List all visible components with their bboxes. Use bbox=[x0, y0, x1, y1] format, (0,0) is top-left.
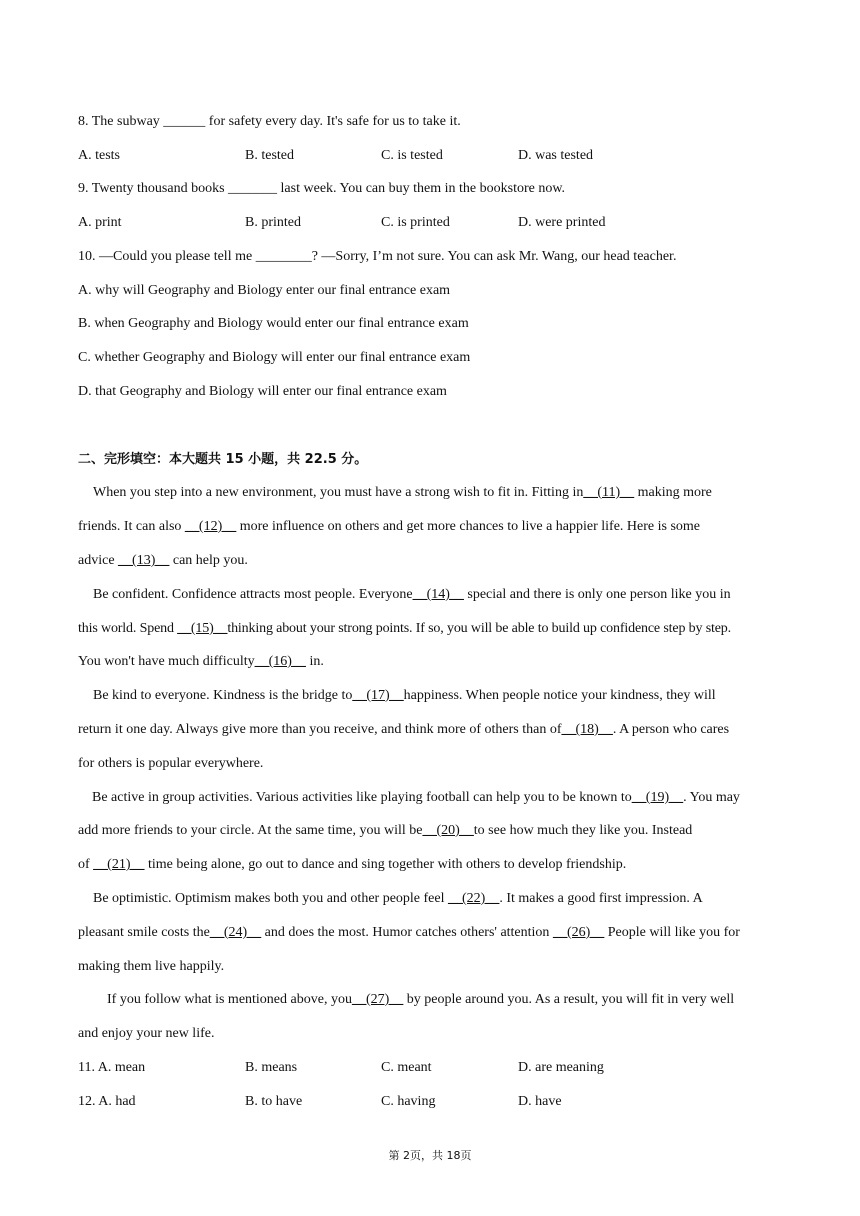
cloze-blank-13: __(13)__ bbox=[118, 553, 170, 568]
cloze-blank-27: __(27)__ bbox=[351, 992, 404, 1007]
option-b: B. when Geography and Biology would enter our final entrance exam bbox=[78, 316, 469, 331]
cloze-blank-12: __(12)__ bbox=[184, 519, 237, 534]
question-12-options bbox=[78, 1092, 778, 1112]
option-b: B. to have bbox=[245, 1094, 303, 1109]
cloze-blank-26: __(26)__ bbox=[552, 925, 605, 940]
answer-blank: ______ bbox=[163, 114, 206, 129]
passage-line: If you follow what is mentioned above, you__(27)__ by people around you. As a result, you will fit in very well bbox=[107, 992, 735, 1007]
option-d: D. were printed bbox=[518, 215, 606, 230]
question-9-options bbox=[78, 213, 778, 233]
answer-blank: ________ bbox=[255, 249, 312, 264]
option-a: 11. A. mean bbox=[78, 1060, 146, 1075]
passage-line: advice __(13)__ can help you. bbox=[78, 553, 248, 568]
cloze-blank-21: __(21)__ bbox=[93, 857, 145, 872]
option-d: D. was tested bbox=[518, 148, 594, 163]
passage-line: for others is popular everywhere. bbox=[78, 756, 264, 771]
question-8-stem: 8. The subway ______ for safety every day. It's safe for us to take it. bbox=[78, 114, 461, 129]
question-9-stem: 9. Twenty thousand books _______ last week. You can buy them in the bookstore now. bbox=[78, 181, 566, 196]
answer-blank: _______ bbox=[228, 181, 278, 196]
passage-line: this world. Spend __(15)__thinking about your strong points. If so, you will be able to build up confidence step by step. bbox=[78, 621, 732, 636]
option-d: D. that Geography and Biology will enter our final entrance exam bbox=[78, 384, 447, 399]
option-a: A. why will Geography and Biology enter our final entrance exam bbox=[78, 283, 451, 298]
option-c: C. is printed bbox=[381, 215, 450, 230]
passage-line: Be confident. Confidence attracts most people. Everyone__(14)__ special and there is only one person like you in bbox=[93, 587, 731, 602]
passage-line: add more friends to your circle. At the same time, you will be__(20)__to see how much they like you. Instead bbox=[78, 823, 693, 838]
option-d: D. have bbox=[518, 1094, 562, 1109]
page-number: 第 2页，共 18页 bbox=[388, 1149, 472, 1162]
question-11-options bbox=[78, 1058, 778, 1078]
passage-line: and enjoy your new life. bbox=[78, 1026, 215, 1041]
question-8-options bbox=[78, 146, 778, 166]
passage-line: pleasant smile costs the__(24)__ and does the most. Humor catches others' attention __(26)__ People will like you for bbox=[78, 925, 740, 940]
passage-line: Be kind to everyone. Kindness is the bridge to__(17)__happiness. When people notice your kindness, they will bbox=[93, 688, 716, 703]
option-b: B. printed bbox=[245, 215, 301, 230]
passage-line: of __(21)__ time being alone, go out to dance and sing together with others to develop friendship. bbox=[78, 857, 627, 872]
option-c: C. meant bbox=[381, 1060, 432, 1075]
passage-line: making them live happily. bbox=[78, 959, 225, 974]
option-a: A. tests bbox=[78, 148, 120, 163]
cloze-blank-11: __(11)__ bbox=[583, 485, 635, 500]
cloze-blank-20: __(20)__ bbox=[422, 823, 474, 838]
option-b: B. tested bbox=[245, 148, 294, 163]
cloze-blank-24: __(24)__ bbox=[209, 925, 262, 940]
question-10-stem: 10. —Could you please tell me ________? —Sorry, I’m not sure. You can ask Mr. Wang, our head teacher. bbox=[78, 249, 677, 264]
cloze-blank-22: __(22)__ bbox=[448, 891, 500, 906]
passage-line: return it one day. Always give more than you receive, and think more of others than of__(18)__. A person who cares bbox=[78, 722, 730, 737]
section-title: 二、完形填空：本大题共 15 小题，共 22.5 分。 bbox=[78, 452, 368, 467]
cloze-blank-17: __(17)__ bbox=[352, 688, 404, 703]
cloze-blank-18: __(18)__ bbox=[561, 722, 613, 737]
passage-line: You won't have much difficulty__(16)__ in. bbox=[78, 654, 324, 669]
option-a: A. print bbox=[78, 215, 122, 230]
option-a: 12. A. had bbox=[78, 1094, 136, 1109]
passage-line: friends. It can also __(12)__ more influence on others and get more chances to live a happier life. Here is some bbox=[78, 519, 701, 534]
option-c: C. whether Geography and Biology will enter our final entrance exam bbox=[78, 350, 471, 365]
cloze-blank-16: __(16)__ bbox=[254, 654, 306, 669]
cloze-blank-14: __(14)__ bbox=[412, 587, 464, 602]
passage-line: Be optimistic. Optimism makes both you and other people feel __(22)__. It makes a good first impression. A bbox=[93, 891, 703, 906]
option-c: C. is tested bbox=[381, 148, 443, 163]
option-b: B. means bbox=[245, 1060, 298, 1075]
option-d: D. are meaning bbox=[518, 1060, 604, 1075]
passage-line: When you step into a new environment, you must have a strong wish to fit in. Fitting in__(11)__ making more bbox=[93, 485, 712, 500]
cloze-blank-15: __(15)__ bbox=[177, 621, 228, 636]
passage-line: Be active in group activities. Various activities like playing football can help you to be known to__(19)__. You may bbox=[92, 790, 740, 805]
option-c: C. having bbox=[381, 1094, 436, 1109]
cloze-blank-19: __(19)__ bbox=[631, 790, 684, 805]
